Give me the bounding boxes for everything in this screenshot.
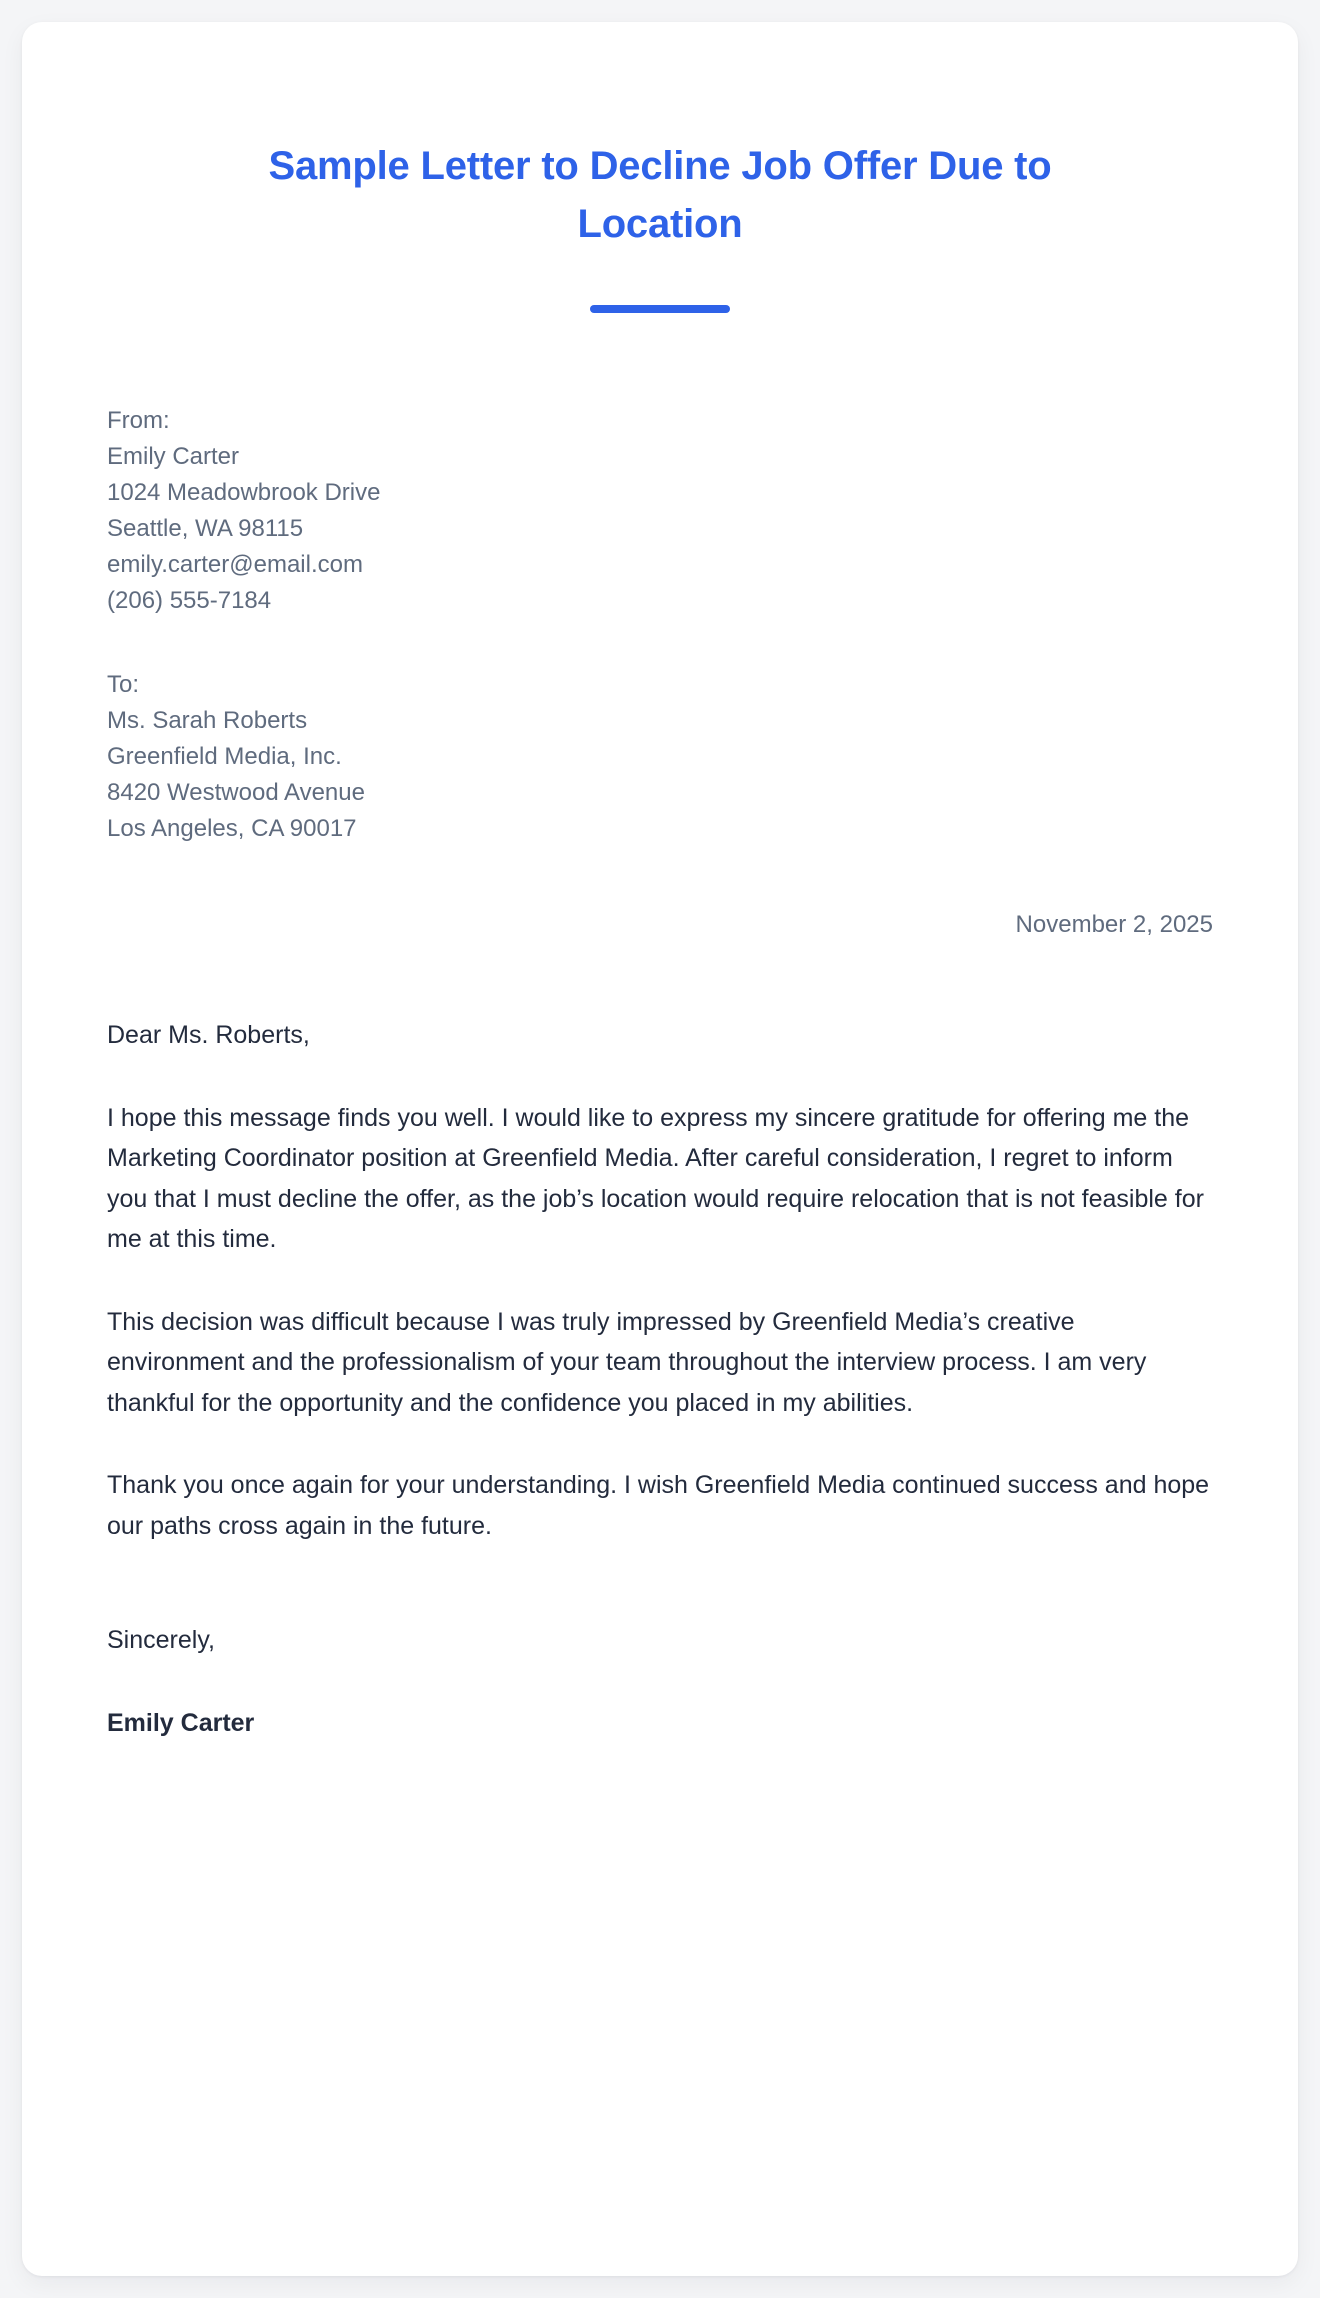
- salutation: Dear Ms. Roberts,: [107, 1021, 310, 1049]
- recipient-line-company: Greenfield Media, Inc.: [107, 743, 342, 770]
- body-paragraph-1: I hope this message finds you well. I would like to express my sincere gratitude for offering me the Marketing Coordinator position at Greenfield Media. After careful consideration, I regret to inform you that I must decline the offer, as the job’s location would require relocation that is not feasible for me at this time.: [107, 1103, 1204, 1253]
- letter-date: November 2, 2025: [1015, 911, 1213, 938]
- recipient-label: To:: [107, 671, 140, 698]
- signature-area: [107, 1620, 1213, 1743]
- sender-line-name: Emily Carter: [107, 443, 240, 470]
- letter-header: [107, 82, 1213, 313]
- signature-name: Emily Carter: [107, 1708, 255, 1737]
- address-area: [107, 403, 1213, 943]
- sender-line-street: 1024 Meadowbrook Drive: [107, 479, 381, 506]
- sender-label: From:: [107, 407, 170, 434]
- recipient-line-name: Ms. Sarah Roberts: [107, 707, 308, 734]
- recipient-line-street: 8420 Westwood Avenue: [107, 779, 365, 806]
- body-paragraph-3: Thank you once again for your understanding. I wish Greenfield Media continued success and hope our paths cross again in the future.: [107, 1471, 1210, 1540]
- recipient-line-city: Los Angeles, CA 90017: [107, 815, 357, 842]
- recipient-block: [107, 667, 1213, 847]
- closing-line: Sincerely,: [107, 1626, 215, 1654]
- title-divider: [590, 305, 730, 313]
- letter-card: [22, 22, 1298, 2276]
- sender-block: [107, 403, 1213, 619]
- sender-line-city: Seattle, WA 98115: [107, 515, 304, 542]
- page-title: Sample Letter to Decline Job Offer Due to Location: [268, 144, 1052, 246]
- letter-body: [107, 1015, 1213, 1546]
- sender-line-phone: (206) 555-7184: [107, 587, 272, 614]
- body-paragraph-2: This decision was difficult because I was truly impressed by Greenfield Media’s creative environment and the professionalism of your team throughout the interview process. I am very thankful for the opportunity and the confidence you placed in my abilities.: [107, 1307, 1147, 1417]
- sender-line-email: emily.carter@email.com: [107, 551, 363, 578]
